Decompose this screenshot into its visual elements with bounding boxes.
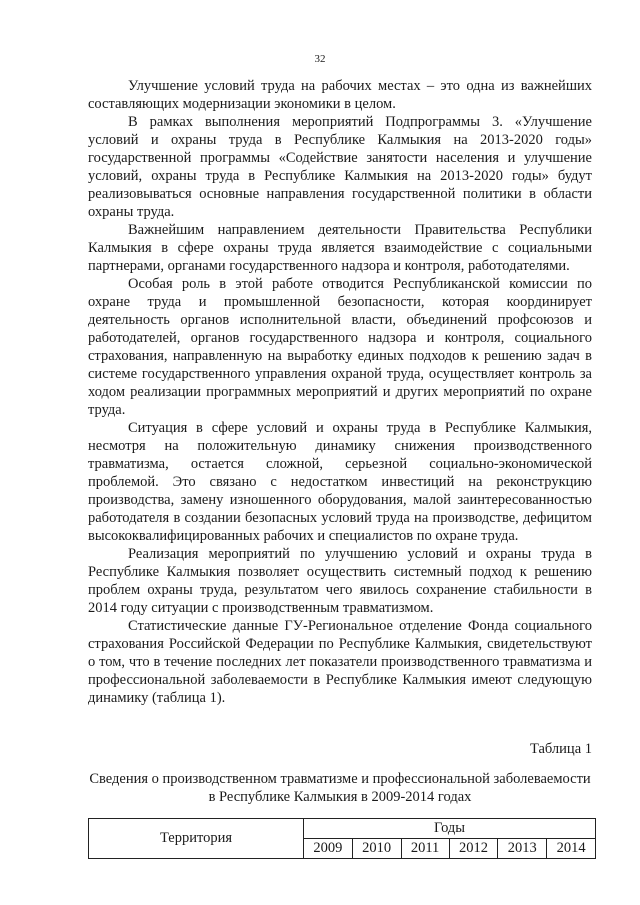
paragraph-7: Статистические данные ГУ-Региональное отделение Фонда социального страхования Российской Федерации по Республике Калмыкия, свидетельствуют о том, что в течение последних лет показатели производственного травматизма и профессиональной заболеваемости в Республике Калмыкия имеют следующую динамику (таблица 1). xyxy=(88,618,592,706)
territory-header: Территория xyxy=(89,819,304,859)
table-caption: Сведения о производственном травматизме и профессиональной заболеваемости в Республике Калмыкия в 2009-2014 годах xyxy=(89,771,591,805)
data-table xyxy=(88,818,596,859)
paragraph-5: Ситуация в сфере условий и охраны труда в Республике Калмыкия, несмотря на положительную динамику снижения производственного травматизма, остается сложной, серьезной социально-экономической проблемой. Это связано с недостатком инвестиций на реконструкцию производства, замену изношенного оборудования, малой заинтересованностью работодателя в создании безопасных условий труда на производстве, дефицитом высококвалифицированных рабочих и специалистов по охране труда. xyxy=(88,420,592,544)
year-header-2013: 2013 xyxy=(498,839,547,859)
paragraph-3: Важнейшим направлением деятельности Правительства Республики Калмыкия в сфере охраны труда является взаимодействие с социальными партнерами, органами государственного надзора и контроля, работодателями. xyxy=(88,222,592,274)
paragraph-2: В рамках выполнения мероприятий Подпрограммы 3. «Улучшение условий и охраны труда в Республике Калмыкия на 2013-2020 годы» государственной программы «Содействие занятости населения и улучшение условий, охраны труда в Республике Калмыкия на 2013-2020 годы» будут реализовываться основные направления государственной политики в области охраны труда. xyxy=(88,114,592,220)
year-header-2011: 2011 xyxy=(401,839,449,859)
year-header-2010: 2010 xyxy=(352,839,401,859)
paragraph-1: Улучшение условий труда на рабочих местах – это одна из важнейших составляющих модернизации экономики в целом. xyxy=(88,78,592,112)
years-header: Годы xyxy=(304,819,596,839)
page-number: 32 xyxy=(314,53,326,65)
paragraph-6: Реализация мероприятий по улучшению условий и охраны труда в Республике Калмыкия позволяет осуществить системный подход к решению проблем охраны труда, результатом чего явилось сохранение стабильности в 2014 году ситуации с производственным травматизмом. xyxy=(88,546,592,616)
paragraph-4: Особая роль в этой работе отводится Республиканской комиссии по охране труда и промышленной безопасности, которая координирует деятельность органов исполнительной власти, объединений профсоюзов и работодателей, органов государственного надзора и контроля, социального страхования, направленную на выработку единых подходов к решению задач в системе государственного управления охраной труда, осуществляет контроль за ходом реализации программных мероприятий и других мероприятий по охране труда. xyxy=(88,276,592,418)
table-label: Таблица 1 xyxy=(529,741,592,757)
year-header-2009: 2009 xyxy=(304,839,353,859)
document-body xyxy=(88,77,592,707)
year-header-2014: 2014 xyxy=(547,839,596,859)
year-header-2012: 2012 xyxy=(449,839,498,859)
